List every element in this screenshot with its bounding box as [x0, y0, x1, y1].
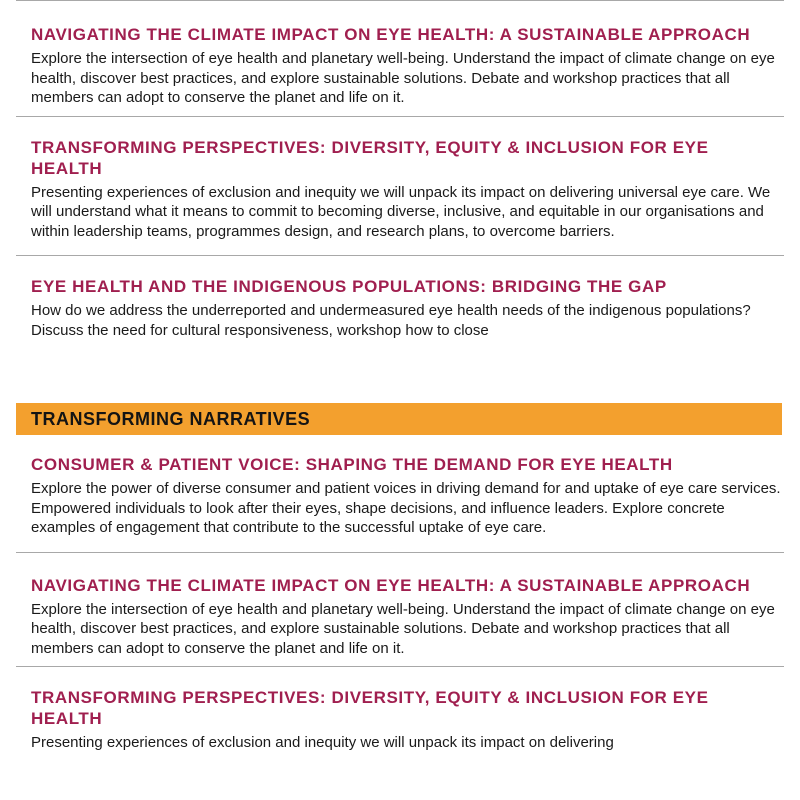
- session-description: How do we address the underreported and undermeasured eye health needs of the indigenous populations? Discuss the need for cultural responsiveness, workshop how to close: [31, 302, 751, 339]
- section-banner-label: TRANSFORMING NARRATIVES: [31, 408, 311, 429]
- session-description: Explore the intersection of eye health and planetary well-being. Understand the impact of climate change on eye health, discover best practices, and explore sustainable solutions. Debate and workshop practices that all members can adopt to conserve the planet and life on it.: [31, 50, 775, 106]
- session-description: Explore the power of diverse consumer and patient voices in driving demand for and uptake of eye care services. Empowered individuals to look after their eyes, shape decisions, and influence leaders. Explore concrete examples of engagement that contribute to the successful uptake of eye care.: [31, 480, 781, 536]
- session-entry: [16, 667, 784, 759]
- session-title: CONSUMER & PATIENT VOICE: SHAPING THE DEMAND FOR EYE HEALTH: [31, 455, 673, 474]
- session-title: NAVIGATING THE CLIMATE IMPACT ON EYE HEALTH: A SUSTAINABLE APPROACH: [31, 575, 751, 595]
- section-banner: [16, 403, 782, 435]
- session-title: TRANSFORMING PERSPECTIVES: DIVERSITY, EQUITY & INCLUSION FOR EYE HEALTH: [31, 137, 709, 178]
- session-entry: [16, 256, 784, 346]
- session-entry: [16, 24, 784, 117]
- divider: [16, 0, 784, 1]
- session-title: EYE HEALTH AND THE INDIGENOUS POPULATIONS: BRIDGING THE GAP: [31, 277, 667, 296]
- session-description: Presenting experiences of exclusion and inequity we will unpack its impact on delivering universal eye care. We will understand what it means to commit to becoming diverse, inclusive, and equitable in our organisations and within leadership teams, programmes design, and research plans, to overcome barriers.: [31, 183, 771, 240]
- session-title: NAVIGATING THE CLIMATE IMPACT ON EYE HEALTH: A SUSTAINABLE APPROACH: [31, 25, 751, 44]
- session-entry: [16, 117, 784, 257]
- session-description: Explore the intersection of eye health and planetary well-being. Understand the impact of climate change on eye health, discover best practices, and explore sustainable solutions. Debate and workshop practices that all members can adopt to conserve the planet and life on it.: [31, 600, 775, 657]
- session-entry: [16, 434, 784, 553]
- session-list-bottom: [16, 434, 784, 800]
- session-list-top: [16, 0, 784, 388]
- session-entry: [16, 553, 784, 668]
- session-description: Presenting experiences of exclusion and inequity we will unpack its impact on delivering: [31, 734, 614, 751]
- session-title: TRANSFORMING PERSPECTIVES: DIVERSITY, EQUITY & INCLUSION FOR EYE HEALTH: [31, 688, 709, 728]
